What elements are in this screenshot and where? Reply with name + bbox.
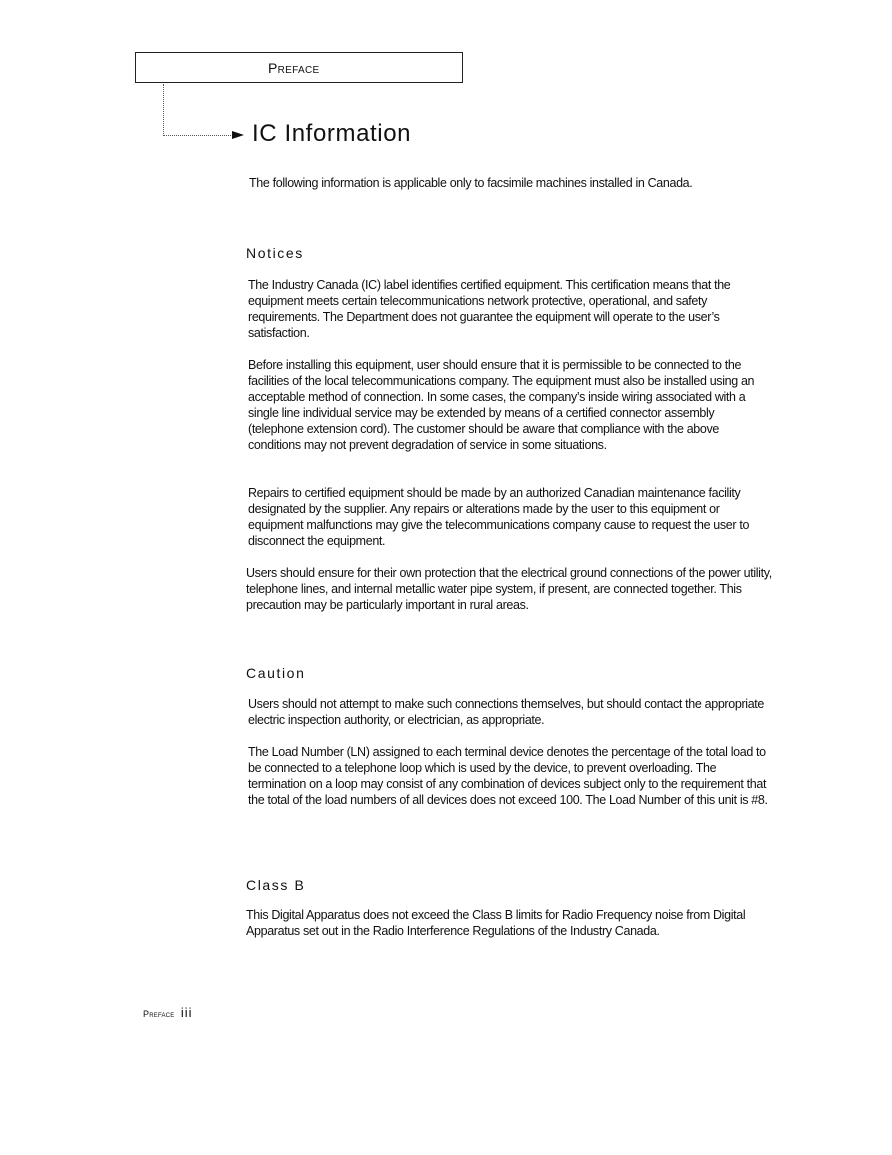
intro-text: The following information is applicable only to facsimile machines installed in Canada.	[249, 176, 693, 190]
class-b-heading: Class B	[246, 877, 306, 893]
caution-heading: Caution	[246, 665, 306, 681]
section-header-label: Preface	[268, 60, 320, 76]
class-b-paragraph-1: This Digital Apparatus does not exceed the Class B limits for Radio Frequency noise from Digital Apparatus set out in the Radio Interference Regulations of the Industry Canada.	[246, 908, 746, 938]
section-header-box	[135, 52, 463, 83]
arrow-right-icon	[232, 131, 244, 139]
notices-heading: Notices	[246, 245, 304, 261]
connector-line-vertical	[163, 84, 164, 136]
notices-paragraph-3: Repairs to certified equipment should be made by an authorized Canadian maintenance facility designated by the supplier. Any repairs or alterations made by the user to this equipment or equipment malfunctions may give the telecommunications company cause to request the user to disconnect the equipment.	[248, 486, 750, 548]
notices-paragraph-1: The Industry Canada (IC) label identifies certified equipment. This certification means that the equipment meets certain telecommunications network protective, operational, and safety requirements. The Department does not guarantee the equipment will operate to the user’s satisfaction.	[248, 278, 731, 340]
footer-section-label: Preface	[143, 1009, 175, 1019]
page-footer	[143, 1004, 193, 1022]
caution-paragraph-2: The Load Number (LN) assigned to each terminal device denotes the percentage of the total load to be connected to a telephone loop which is used by the device, to prevent overloading. The termination on a loop may consist of any combination of devices subject only to the requirement that the total of the load numbers of all devices does not exceed 100. The Load Number of this unit is #8.	[248, 745, 768, 807]
footer-page-number: iii	[180, 1005, 193, 1020]
notices-paragraph-4: Users should ensure for their own protection that the electrical ground connections of the power utility, telephone lines, and internal metallic water pipe system, if present, are connected together. This precaution may be particularly important in rural areas.	[246, 566, 772, 612]
connector-line-horizontal	[163, 135, 233, 136]
page-title: IC Information	[252, 120, 412, 147]
caution-paragraph-1: Users should not attempt to make such connections themselves, but should contact the appropriate electric inspection authority, or electrician, as appropriate.	[248, 697, 765, 727]
notices-paragraph-2: Before installing this equipment, user should ensure that it is permissible to be connected to the facilities of the local telecommunications company. The equipment must also be installed using an acceptable method of connection. In some cases, the company’s inside wiring associated with a single line individual service may be extended by means of a certified connector assembly (telephone extension cord). The customer should be aware that compliance with the above conditions may not prevent degradation of service in some situations.	[248, 358, 755, 452]
